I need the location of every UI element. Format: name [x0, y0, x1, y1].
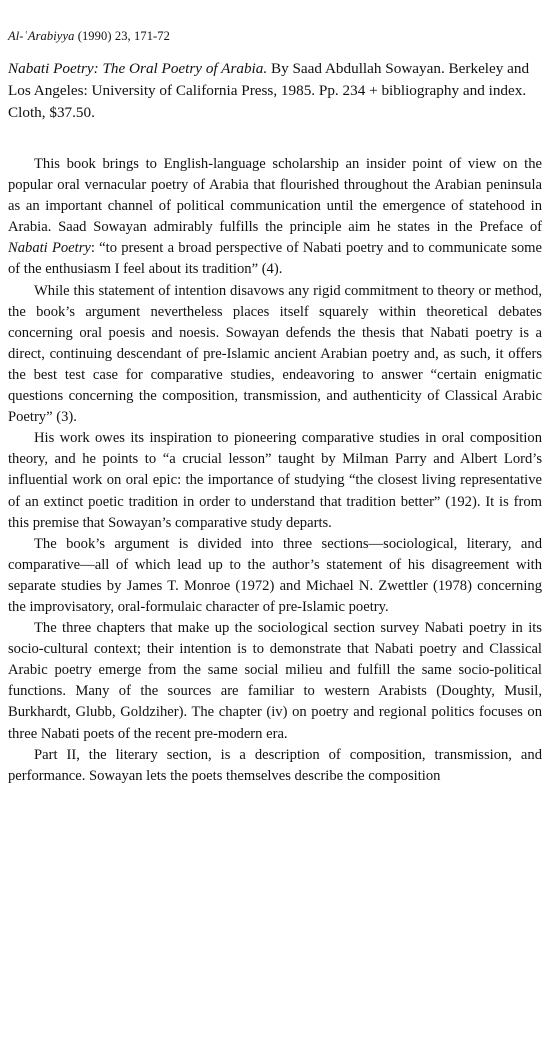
review-paragraph-2: While this statement of intention disavows any rigid commitment to theory or method, the book’s argument nevertheless places itself squarely within theoretical debates concerning oral poesis and noesis. Sowayan defends the thesis that Nabati poetry is a direct, continuing descendant of pre-Islamic ancient Arabian poetry and, as such, it offers the best test case for comparative studies, endeavoring to answer “certain enigmatic questions concerning the composition, transmission, and authenticity of Classical Arabic Poetry” (3).: [8, 282, 542, 426]
review-paragraph-5: The three chapters that make up the sociological section survey Nabati poetry in its socio-cultural context; their intention is to demonstrate that Nabati poetry and Classical Arabic poetry emerge from the same social milieu and fulfill the same socio-political functions. Many of the sources are familiar to western Arabists (Doughty, Musil, Burkhardt, Glubb, Goldziher). The chapter (iv) on poetry and regional politics focuses on three Nabati poets of the recent pre-modern era.: [8, 620, 542, 742]
book-details: By Saad Abdullah Sowayan. Berkeley and Los Angeles: University of California Press, 1985. Pp. 234 + bibliography and index. Cloth, $37.50.: [8, 60, 530, 121]
p1-text-before: This book brings to English-language scholarship an insider point of view on the popular oral vernacular poetry of Arabia that flourished throughout the Arabian peninsula as an important channel of political communication until the emergence of statehood in Arabia. Saad Sowayan admirably fulfills the principle aim he states in the Preface of: [8, 156, 542, 236]
volume-info: (1990) 23, 171-72: [77, 29, 171, 43]
journal-header: [8, 28, 542, 44]
p1-book-title: Nabati Poetry: [8, 240, 91, 257]
book-citation: [8, 58, 542, 124]
review-paragraph-1: [8, 154, 542, 281]
review-paragraph-4: The book’s argument is divided into three sections—sociological, literary, and comparative—all of which lead up to the author’s statement of his disagreement with separate studies by James T. Monroe (1972) and Michael N. Zwettler (1978) concerning the improvisatory, oral-formulaic character of pre-Islamic poetry.: [8, 535, 542, 615]
review-paragraph-6: Part II, the literary section, is a description of composition, transmission, and performance. Sowayan lets the poets themselves describe the composition: [8, 746, 542, 784]
review-paragraph-3: His work owes its inspiration to pioneering comparative studies in oral composition theory, and he points to “a crucial lesson” taught by Milman Parry and Albert Lord’s influential work on oral epic: the importance of studying “the closest living representative of an extinct poetic tradition in order to understand that tradition better” (192). It is from this premise that Sowayan’s comparative study departs.: [8, 430, 542, 531]
review-body: [8, 154, 542, 787]
journal-name: Al-ʿArabiyya: [8, 29, 75, 43]
p1-text-after: : “to present a broad perspective of Nabati poetry and to communicate some of the enthusiasm I feel about its tradition” (4).: [8, 240, 542, 278]
book-title: Nabati Poetry: The Oral Poetry of Arabia.: [8, 60, 268, 77]
